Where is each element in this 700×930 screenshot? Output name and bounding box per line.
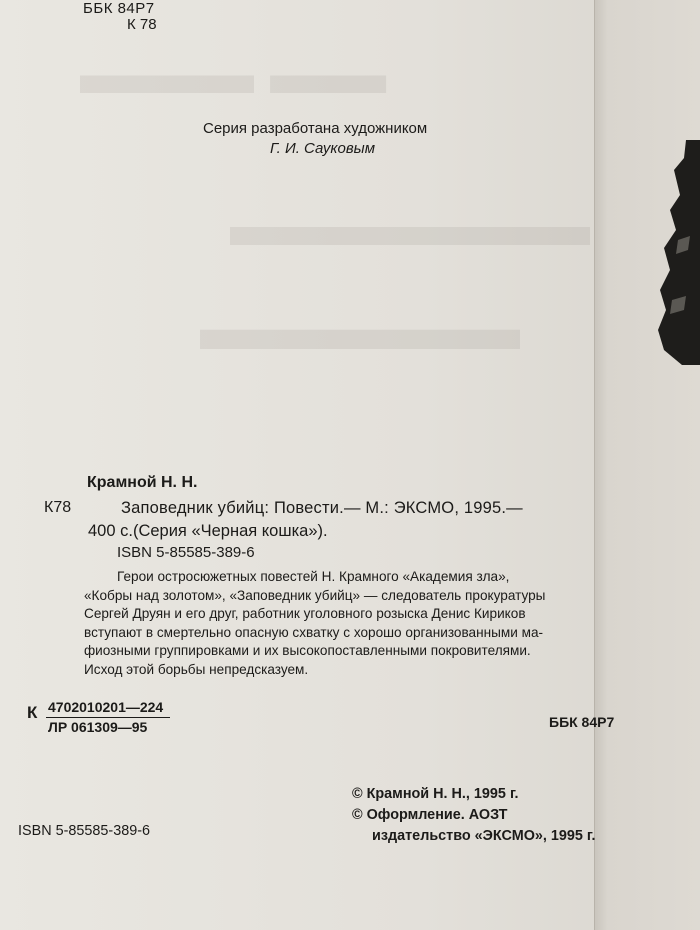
bibliography-code: К78 [44, 499, 72, 516]
publisher-index [46, 698, 170, 737]
index-k-letter: К [27, 703, 38, 722]
annotation-line: Исход этой борьбы непредсказуем. [84, 661, 309, 677]
annotation-line: фиозными группировками и их высокопоставленными покровителями. [84, 643, 531, 658]
bibliography-title-line: Заповедник убийц: Повести.— М.: ЭКСМО, 1995.— [121, 499, 523, 517]
annotation-line: Сергей Друян и его друг, работник уголовного розыска Денис Кириков [84, 606, 526, 621]
annotation-line: вступают в смертельно опасную схватку с хорошо организованными ма- [84, 624, 544, 640]
bibliography-isbn: ISBN 5-85585-389-6 [117, 544, 255, 561]
copyright-design: © Оформление. АОЗТ [352, 807, 508, 823]
bbk-classification-right: ББК 84Р7 [549, 714, 615, 730]
bleed-through-title-3: ▬▬▬▬▬ [200, 291, 520, 363]
author-mark-top: К 78 [127, 16, 157, 33]
annotation-line: Герои остросюжетных повестей Н. Крамного «Академия зла», [117, 569, 510, 584]
copyright-publisher: издательство «ЭКСМО», 1995 г. [372, 828, 596, 844]
copyright-block [352, 784, 595, 847]
bibliography-author: Крамной Н. Н. [87, 474, 198, 491]
bleed-through-title-2: ▬▬▬▬▬▬ [230, 191, 590, 258]
bibliography-pages-line: 400 с.(Серия «Черная кошка»). [88, 522, 328, 540]
annotation-line: «Кобры над золотом», «Заповедник убийц» — следователь прокуратуры [84, 587, 546, 603]
bbk-classification-top: ББК 84Р7 [83, 0, 155, 17]
isbn-bottom: ISBN 5-85585-389-6 [18, 823, 150, 839]
series-credit-line: Серия разработана художником [203, 120, 428, 137]
copyright-author: © Крамной Н. Н., 1995 г. [352, 786, 519, 802]
license-number: ЛР 061309—95 [48, 719, 148, 735]
index-number: 4702010201—224 [46, 698, 170, 718]
facing-page-illustration [656, 140, 700, 365]
series-artist-name: Г. И. Сауковым [270, 140, 375, 157]
bleed-through-title: ▬▬ ▬▬▬ [80, 41, 387, 106]
annotation-paragraph [84, 568, 624, 679]
